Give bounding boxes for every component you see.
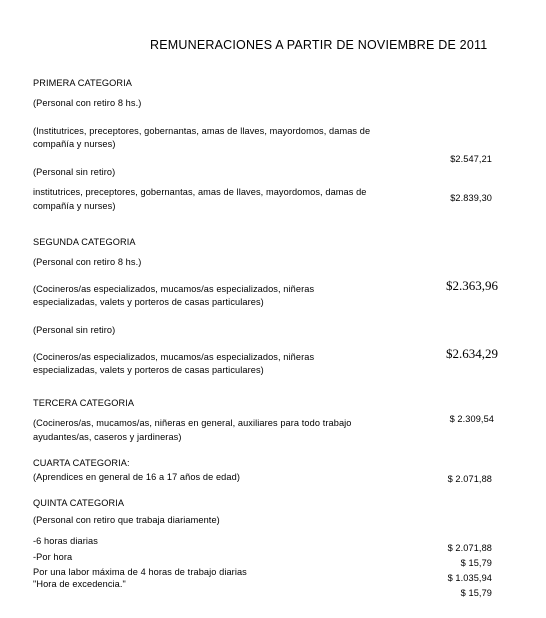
tercera-desc-line2: ayudantes/as, caseros y jardineras) [33, 432, 182, 442]
tercera-heading: TERCERA CATEGORIA [33, 398, 135, 408]
tercera-amount: $ 2.309,54 [449, 414, 494, 424]
quinta-item-amount: $ 1.035,94 [447, 573, 492, 583]
segunda-desc1-line1: (Cocineros/as especializados, mucamos/as especializados, niñeras [33, 284, 315, 294]
quinta-item-label: "Hora de excedencia." [33, 579, 126, 589]
segunda-heading: SEGUNDA CATEGORIA [33, 237, 136, 247]
quinta-heading: QUINTA CATEGORIA [33, 498, 125, 508]
primera-desc2-line2: compañía y nurses) [33, 201, 116, 211]
quinta-item-amount: $ 15,79 [460, 588, 492, 598]
segunda-desc1-line2: especializadas, valets y porteros de casas particulares) [33, 297, 264, 307]
segunda-sin-retiro: (Personal sin retiro) [33, 325, 116, 335]
primera-desc2-line1: institutrices, preceptores, gobernantas, amas de llaves, mayordomos, damas de [33, 187, 367, 197]
cuarta-amount: $ 2.071,88 [447, 474, 492, 484]
segunda-amount1: $2.363,96 [446, 278, 498, 293]
quinta-desc: (Personal con retiro que trabaja diariamente) [33, 515, 220, 525]
page-title: REMUNERACIONES A PARTIR DE NOVIEMBRE DE 2011 [150, 38, 488, 52]
segunda-con-retiro: (Personal con retiro 8 hs.) [33, 257, 142, 267]
cuarta-heading: CUARTA CATEGORIA: [33, 458, 130, 468]
primera-heading: PRIMERA CATEGORIA [33, 78, 133, 88]
primera-desc1-line1: (Institutrices, preceptores, gobernantas, amas de llaves, mayordomos, damas de [33, 126, 371, 136]
quinta-item-amount: $ 15,79 [460, 558, 492, 568]
cuarta-desc: (Aprendices en general de 16 a 17 años de edad) [33, 472, 240, 482]
quinta-item-label: Por una labor máxima de 4 horas de trabajo diarias [33, 567, 247, 577]
segunda-desc2-line1: (Cocineros/as especializados, mucamos/as especializados, niñeras [33, 352, 315, 362]
quinta-item-label: -6 horas diarias [33, 536, 98, 546]
tercera-desc-line1: (Cocineros/as, mucamos/as, niñeras en general, auxiliares para todo trabajo [33, 418, 352, 428]
segunda-desc2-line2: especializadas, valets y porteros de casas particulares) [33, 365, 264, 375]
primera-con-retiro: (Personal con retiro 8 hs.) [33, 98, 142, 108]
primera-desc1-line2: compañía y nurses) [33, 139, 116, 149]
primera-amount1: $2.547,21 [450, 154, 492, 164]
primera-sin-retiro: (Personal sin retiro) [33, 167, 116, 177]
primera-amount2: $2.839,30 [450, 193, 492, 203]
quinta-item-amount: $ 2.071,88 [447, 543, 492, 553]
segunda-amount2: $2.634,29 [446, 346, 498, 361]
quinta-item-label: -Por hora [33, 552, 73, 562]
